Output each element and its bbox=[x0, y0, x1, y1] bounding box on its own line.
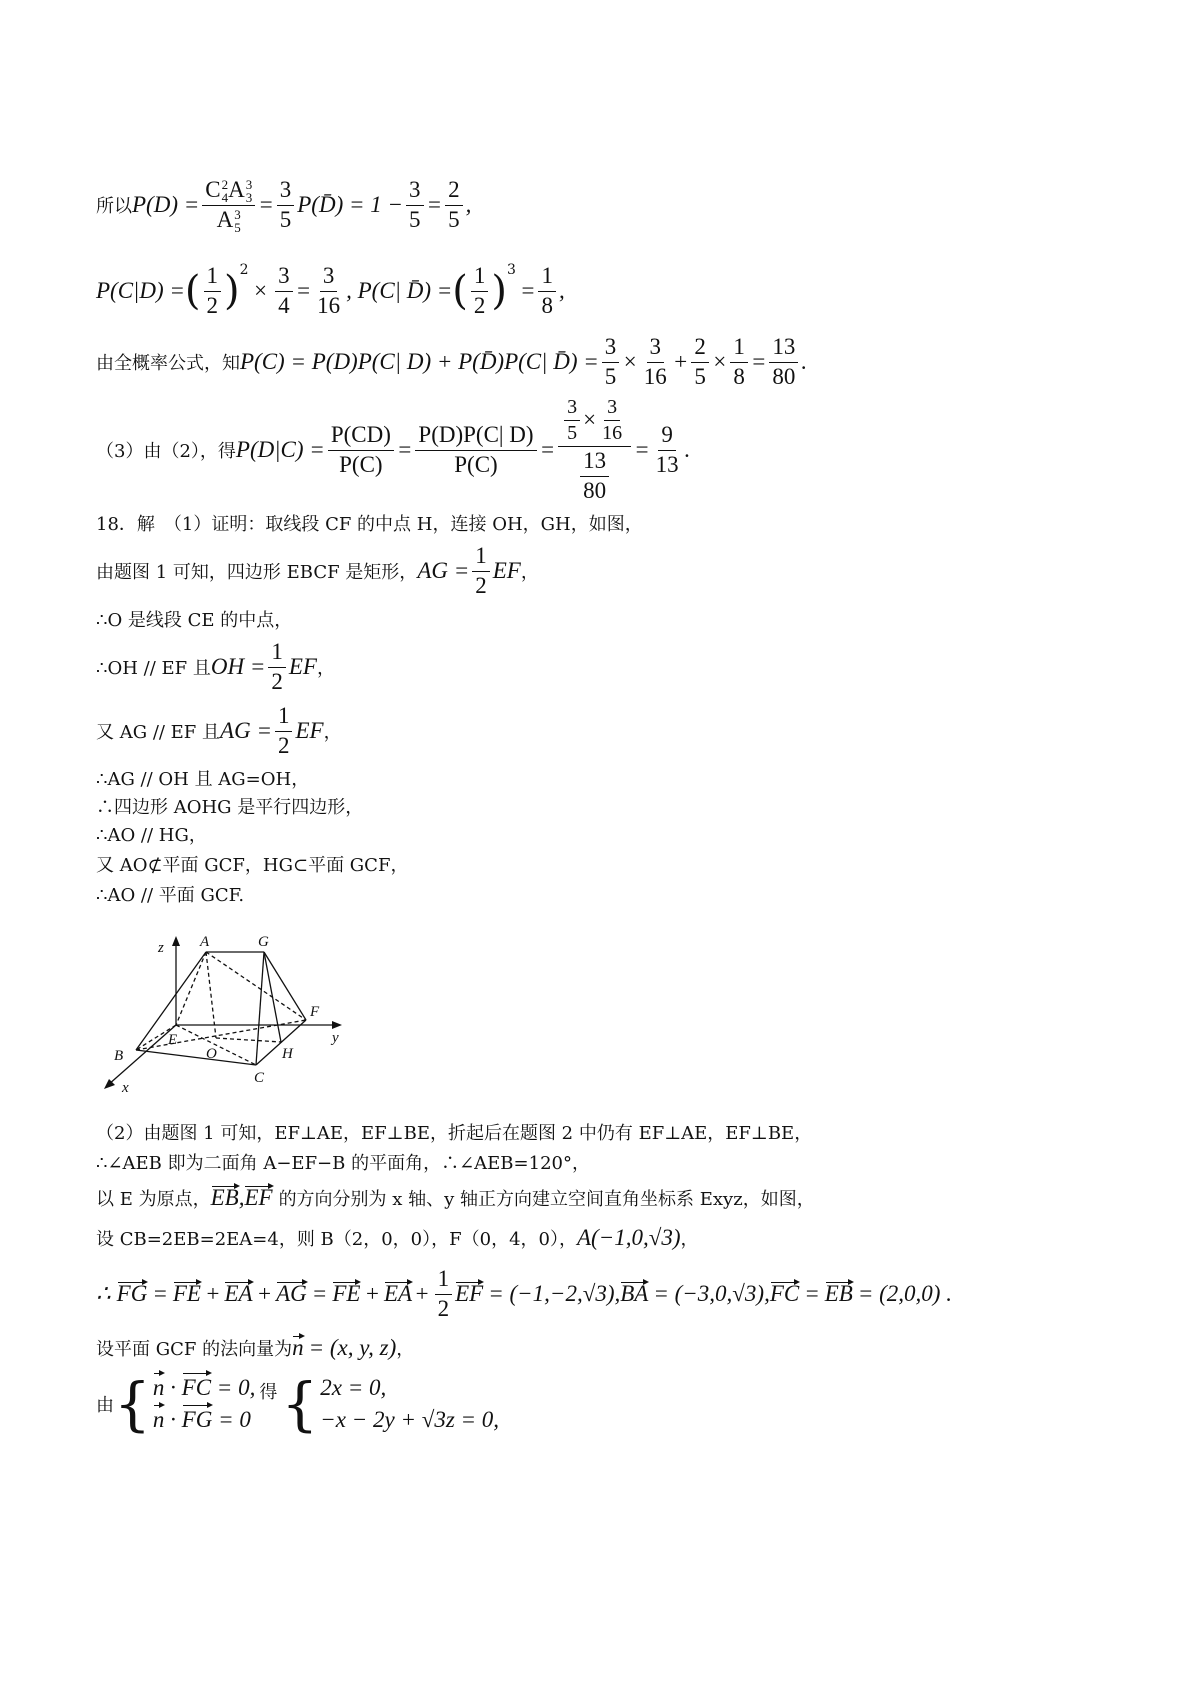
text: 所以 bbox=[96, 196, 132, 217]
vector-n: n bbox=[292, 1335, 304, 1360]
line-ao-parallel-plane: ∴AO // 平面 GCF. bbox=[96, 885, 245, 906]
den: 2 bbox=[473, 292, 486, 318]
text: 以 E 为原点， bbox=[96, 1189, 211, 1210]
brace: { bbox=[281, 1370, 319, 1438]
label-b: B bbox=[114, 1048, 124, 1064]
math: = bbox=[396, 437, 413, 462]
num: 1 bbox=[275, 702, 293, 732]
den: 5 bbox=[448, 206, 460, 232]
line-vectors bbox=[96, 1262, 952, 1326]
math: = bbox=[295, 278, 312, 303]
system-left bbox=[153, 1372, 255, 1436]
fraction bbox=[328, 421, 394, 480]
fraction bbox=[472, 542, 490, 601]
line-ag-parallel bbox=[96, 700, 342, 762]
vector-ef: EF bbox=[244, 1185, 273, 1210]
math: P(D) = bbox=[132, 192, 200, 217]
punct: . bbox=[684, 437, 691, 462]
math: AG = bbox=[220, 718, 272, 743]
math: OH = bbox=[210, 654, 266, 679]
fraction bbox=[277, 176, 295, 235]
den: 16 bbox=[602, 421, 623, 444]
label-y: y bbox=[332, 1030, 339, 1046]
den: 80 bbox=[772, 363, 796, 389]
vector-ef: EF bbox=[455, 1281, 484, 1306]
math: + bbox=[256, 1281, 273, 1306]
math: = bbox=[804, 1281, 820, 1306]
dot: · bbox=[170, 1374, 176, 1400]
fraction bbox=[730, 333, 748, 392]
math: , P(C| D̄) = bbox=[346, 278, 453, 303]
math: = bbox=[152, 1281, 168, 1306]
z-arrowhead bbox=[172, 936, 180, 946]
a-symbol: A bbox=[216, 206, 234, 232]
equation: −x − 2y + √3z = 0, bbox=[320, 1407, 500, 1432]
vector-fg: FG bbox=[116, 1281, 148, 1306]
vector-fc: FC bbox=[769, 1281, 800, 1306]
complex-fraction bbox=[558, 395, 631, 506]
punct: ， bbox=[323, 722, 342, 743]
math: + bbox=[414, 1281, 430, 1306]
sup: 3 bbox=[245, 177, 253, 193]
punct: , bbox=[465, 192, 472, 217]
line-normal-vector bbox=[96, 1330, 414, 1366]
fraction bbox=[415, 421, 536, 480]
den: 16 bbox=[643, 363, 667, 389]
fraction bbox=[204, 262, 222, 321]
vector-fe: FE bbox=[172, 1281, 201, 1306]
math: × bbox=[622, 349, 638, 374]
vector-fg: FG bbox=[182, 1404, 213, 1436]
den: P(C) bbox=[339, 451, 383, 477]
fraction bbox=[538, 262, 556, 321]
label-z: z bbox=[158, 940, 164, 956]
math: = (−3,0,√3), bbox=[653, 1281, 770, 1306]
fraction bbox=[275, 702, 293, 761]
num: 3 bbox=[406, 176, 424, 206]
text: 由 bbox=[96, 1395, 114, 1416]
fraction bbox=[314, 262, 343, 321]
num: 3 bbox=[277, 176, 295, 206]
num: 3 bbox=[602, 333, 620, 363]
num: 1 bbox=[538, 262, 556, 292]
line-p-c-given-d: P(C|D) = ( $\frac{1}{2}$ ) 2 × $\frac{3}{4}$ = $\frac{3}{16}$ , P(C| D̄) = ( $\frac{1}{2}$ ) 3 = $\frac{1}{8}$ , bbox=[96, 258, 565, 324]
line-set-cb bbox=[96, 1220, 699, 1256]
fraction bbox=[406, 176, 424, 235]
math: = 0 bbox=[218, 1407, 251, 1432]
text: 设 CB=2EB=2EA=4，则 B（2，0，0），F（0，4，0）， bbox=[96, 1229, 577, 1250]
num: 1 bbox=[268, 638, 286, 668]
dot: · bbox=[170, 1407, 176, 1432]
den: 5 bbox=[409, 206, 421, 232]
line-p-d bbox=[96, 160, 471, 250]
line-parallelogram: ∴四边形 AOHG 是平行四边形， bbox=[96, 797, 364, 818]
num: 2 bbox=[445, 176, 463, 206]
point-a: A(−1,0,√3) bbox=[576, 1225, 681, 1250]
label-c: C bbox=[254, 1070, 265, 1086]
line-ao-not-in-plane: 又 AO⊄平面 GCF，HG⊂平面 GCF， bbox=[96, 855, 409, 876]
den: 2 bbox=[437, 1295, 450, 1321]
label-g: G bbox=[258, 934, 269, 950]
text: 得 bbox=[259, 1382, 278, 1403]
math: + bbox=[204, 1281, 221, 1306]
line-oh-parallel bbox=[96, 636, 335, 698]
den: 5 bbox=[694, 363, 706, 389]
num: P(D)P(C| D) bbox=[415, 421, 536, 451]
fraction bbox=[445, 176, 463, 235]
line-o-midpoint: ∴O 是线段 CE 的中点， bbox=[96, 610, 293, 631]
math: = bbox=[258, 192, 274, 217]
den: 13 bbox=[655, 451, 679, 477]
num: 3 bbox=[320, 262, 338, 292]
math: = (−1,−2,√3), bbox=[488, 1281, 621, 1306]
vector-n: n bbox=[153, 1372, 165, 1404]
math: P(C) = P(D)P(C| D) + P(D̄)P(C| D̄) = bbox=[240, 349, 599, 374]
line-part2-ef-perp: （2）由题图 1 可知，EF⊥AE，EF⊥BE，折起后在题图 2 中仍有 EF⊥AE，EF⊥BE， bbox=[96, 1123, 813, 1144]
label-x: x bbox=[122, 1080, 129, 1095]
vector-eb: EB bbox=[210, 1185, 239, 1210]
num: P(CD) bbox=[328, 421, 394, 451]
text: 又 AG // EF 且 bbox=[96, 722, 221, 743]
label-f: F bbox=[310, 1004, 320, 1020]
math: = bbox=[519, 278, 536, 303]
label-o: O bbox=[206, 1046, 217, 1062]
line-ag-oh: ∴AG // OH 且 AG=OH， bbox=[96, 769, 310, 790]
fraction bbox=[641, 333, 670, 392]
math: = bbox=[311, 1281, 328, 1306]
fraction bbox=[275, 262, 293, 321]
den: 2 bbox=[271, 668, 283, 694]
den: 80 bbox=[583, 477, 607, 503]
num: 13 bbox=[580, 447, 609, 477]
math: = 0, bbox=[216, 1374, 256, 1400]
fraction bbox=[769, 333, 798, 392]
line-total-probability bbox=[96, 332, 807, 392]
text: （3）由（2），得 bbox=[96, 441, 236, 462]
math: AG = bbox=[417, 558, 470, 583]
text: 由全概率公式，知 bbox=[96, 353, 240, 374]
fraction bbox=[268, 638, 286, 697]
vector-fe: FE bbox=[332, 1281, 361, 1306]
den: 2 bbox=[206, 292, 219, 318]
punct: ， bbox=[520, 562, 539, 583]
den: 5 bbox=[279, 206, 292, 232]
math: = (x, y, z) bbox=[308, 1335, 397, 1360]
fraction bbox=[653, 421, 682, 480]
num: 1 bbox=[730, 333, 748, 363]
den: 2 bbox=[277, 732, 290, 758]
num: 3 bbox=[275, 262, 293, 292]
math: = bbox=[634, 437, 650, 462]
equation: 2x = 0, bbox=[320, 1374, 387, 1400]
math: × bbox=[583, 406, 597, 432]
brace: { bbox=[114, 1370, 151, 1438]
line-ao-hg: ∴AO // HG， bbox=[96, 825, 207, 846]
fraction bbox=[435, 1265, 453, 1324]
num: 2 bbox=[691, 333, 709, 363]
num: 1 bbox=[204, 262, 222, 292]
label-h: H bbox=[282, 1046, 293, 1062]
punct: ， bbox=[680, 1229, 699, 1250]
math: × bbox=[711, 349, 728, 374]
punct: , bbox=[558, 278, 565, 303]
math: = bbox=[426, 192, 443, 217]
math: EF bbox=[288, 654, 317, 679]
line-coordinate-system bbox=[96, 1180, 815, 1216]
num: 1 bbox=[472, 542, 490, 572]
den: 8 bbox=[733, 363, 745, 389]
label-a: A bbox=[200, 934, 210, 950]
vector-eb: EB bbox=[824, 1281, 853, 1306]
punct: . bbox=[801, 349, 808, 374]
vector-n: n bbox=[153, 1404, 165, 1436]
system-right bbox=[320, 1372, 499, 1436]
math: = bbox=[539, 437, 556, 462]
num: 3 bbox=[564, 395, 580, 421]
math: = bbox=[750, 349, 767, 374]
math: + bbox=[364, 1281, 380, 1306]
punct: ， bbox=[396, 1339, 415, 1360]
math: = (2,0,0) . bbox=[857, 1281, 952, 1306]
den: 5 bbox=[567, 421, 578, 444]
sup: 2 bbox=[221, 177, 229, 193]
geometry-figure bbox=[96, 920, 386, 1095]
vector-fc: FC bbox=[182, 1372, 211, 1404]
vector-ag: AG bbox=[276, 1281, 307, 1306]
text: 设平面 GCF 的法向量为 bbox=[96, 1339, 293, 1360]
den: 5 bbox=[604, 363, 617, 389]
vector-ba: BA bbox=[620, 1281, 649, 1306]
sup: 3 bbox=[234, 207, 241, 223]
math: P(D̄) = 1 − bbox=[297, 192, 404, 217]
line-system bbox=[96, 1368, 499, 1440]
therefore: ∴ bbox=[96, 1281, 111, 1306]
den: 16 bbox=[317, 292, 341, 318]
math: + bbox=[672, 349, 689, 374]
exponent: 2 bbox=[239, 262, 249, 278]
fraction bbox=[471, 262, 489, 321]
line-dihedral-angle: ∴∠AEB 即为二面角 A−EF−B 的平面角，∴∠AEB=120°， bbox=[96, 1153, 590, 1174]
num: 1 bbox=[435, 1265, 453, 1295]
sub: 5 bbox=[234, 220, 241, 236]
sub: 3 bbox=[245, 190, 253, 206]
exponent: 3 bbox=[507, 262, 516, 278]
fraction bbox=[602, 333, 620, 392]
math: EF bbox=[492, 558, 521, 583]
a-symbol: A bbox=[228, 176, 245, 202]
vector-ea: EA bbox=[224, 1281, 253, 1306]
num: 1 bbox=[471, 262, 489, 292]
text: 的方向分别为 x 轴、y 轴正方向建立空间直角坐标系 Exyz，如图， bbox=[278, 1189, 815, 1210]
den: 8 bbox=[541, 292, 553, 318]
line-bayes bbox=[96, 395, 691, 503]
fraction bbox=[691, 333, 709, 392]
math: × bbox=[252, 278, 269, 303]
punct: , bbox=[238, 1185, 245, 1210]
sub: 4 bbox=[221, 190, 229, 206]
den: 4 bbox=[278, 292, 290, 318]
num: 3 bbox=[647, 333, 665, 363]
math: P(D|C) = bbox=[235, 437, 325, 462]
fraction bbox=[202, 176, 255, 235]
text: ∴OH // EF 且 bbox=[96, 658, 211, 679]
problem-18-heading: 18．解 （1）证明：取线段 CF 的中点 H，连接 OH，GH，如图， bbox=[96, 514, 643, 535]
num: 3 bbox=[604, 395, 620, 421]
y-arrowhead bbox=[332, 1021, 342, 1029]
label-e: E bbox=[168, 1032, 178, 1048]
num: 9 bbox=[658, 421, 676, 451]
num: 13 bbox=[769, 333, 798, 363]
den: 2 bbox=[475, 572, 487, 598]
math: EF bbox=[295, 718, 324, 743]
c-symbol: C bbox=[205, 176, 221, 202]
math: P(C|D) = bbox=[96, 278, 185, 303]
den: P(C) bbox=[454, 451, 498, 477]
punct: ， bbox=[316, 658, 335, 679]
vector-ea: EA bbox=[383, 1281, 413, 1306]
line-ag-equals bbox=[96, 540, 539, 602]
text: 由题图 1 可知，四边形 EBCF 是矩形， bbox=[96, 562, 418, 583]
